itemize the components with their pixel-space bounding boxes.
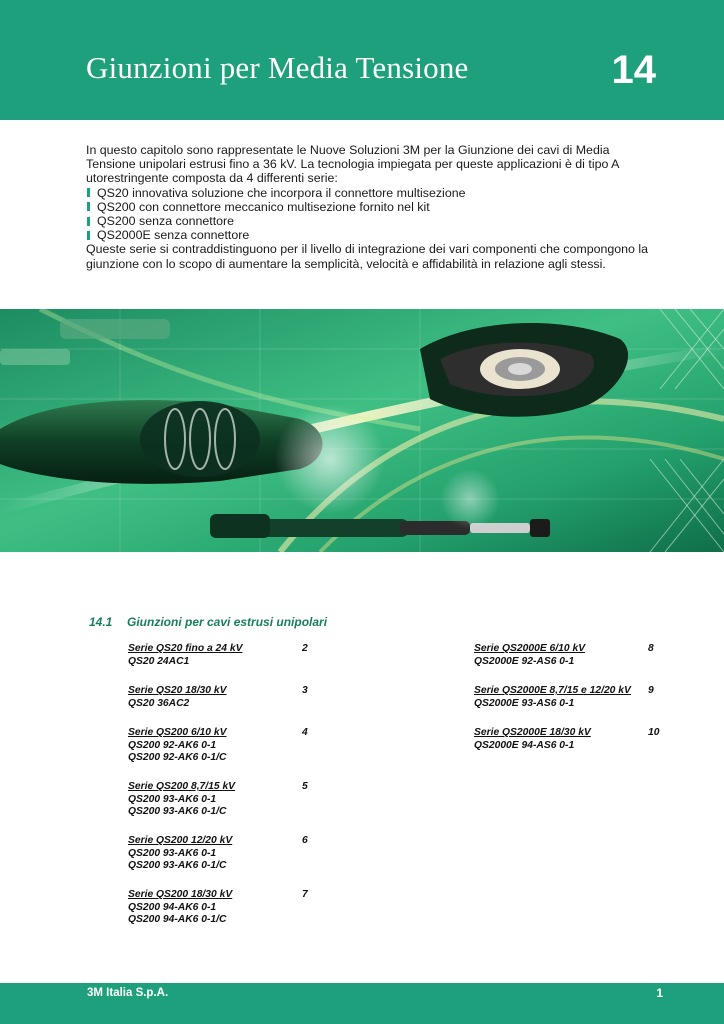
toc-entry-code: QS200 93-AK6 0-1/C [128,860,227,871]
toc-entry-name[interactable]: Serie QS2000E 8,7/15 e 12/20 kV [474,685,631,696]
toc-page-number: 8 [648,643,654,654]
cable-joint-photo [0,309,724,552]
toc-entry-code: QS200 94-AK6 0-1 [128,901,217,913]
cable-joint-illustration [0,309,724,552]
chapter-header [0,0,724,120]
toc-entry-code: QS200 92-AK6 0-1 [128,739,217,751]
bullet-marker-icon [87,217,90,226]
bullet-marker-icon [87,188,90,197]
bullet-item [86,228,656,242]
toc-entry-code: QS20 24AC1 [128,655,190,667]
toc-entry[interactable] [128,685,226,710]
toc-page-number: 7 [302,889,308,900]
chapter-number: 14 [611,48,656,92]
toc-page-number: 6 [302,835,308,846]
toc-entry-name[interactable]: Serie QS20 18/30 kV [128,685,227,696]
toc-entry-name[interactable]: Serie QS200 12/20 kV [128,835,233,846]
toc-entry-code: QS200 93-AK6 0-1 [128,793,217,805]
page-title: Giunzioni per Media Tensione [86,50,469,85]
footer-company: 3M Italia S.p.A. [87,987,169,999]
toc-entry-code: QS200 93-AK6 0-1/C [128,806,227,817]
toc-entry-name[interactable]: Serie QS2000E 6/10 kV [474,643,586,654]
bullet-text: QS200 senza connettore [97,214,235,229]
toc-entry-name[interactable]: Serie QS200 6/10 kV [128,727,227,738]
toc-page-number: 5 [302,781,308,792]
bullet-marker-icon [87,231,90,240]
bullet-text: QS2000E senza connettore [97,228,250,243]
toc-page-number: 2 [302,643,308,654]
toc-entry-code: QS20 36AC2 [128,697,190,709]
bullet-marker-icon [87,202,90,211]
section-title: Giunzioni per cavi estrusi unipolari [127,615,328,629]
toc-entry[interactable] [474,727,591,752]
toc-entry-code: QS200 94-AK6 0-1/C [128,914,227,925]
toc-entry-name[interactable]: Serie QS20 fino a 24 kV [128,643,243,654]
intro-paragraph-2: Queste serie si contraddistinguono per il livello di integrazione dei vari componenti che compongono la giunzione con lo scopo di aumentare la semplicità, velocità e affidabilità in relazione agli stessi. [86,242,649,271]
toc-entry[interactable] [128,643,242,668]
toc-page-number: 3 [302,685,308,696]
intro-text [86,143,656,271]
toc-entry-code: QS2000E 92-AS6 0-1 [474,655,575,667]
toc-entry[interactable] [128,781,235,819]
intro-paragraph-1: In questo capitolo sono rappresentate le Nuove Soluzioni 3M per la Giunzione dei cavi di Media Tensione unipolari estrusi fino a 36 kV. La tecnologia impiegata per queste applicazioni è di tipo A utorestringente composta da 4 differenti serie: [86,143,619,186]
toc-entry-code: QS2000E 93-AS6 0-1 [474,697,575,709]
toc-entry-code: QS200 93-AK6 0-1 [128,847,217,859]
toc-entry-name[interactable]: Serie QS2000E 18/30 kV [474,727,591,738]
bullet-item [86,200,656,214]
toc-entry[interactable] [474,643,585,668]
bullet-text: QS200 con connettore meccanico multisezione fornito nel kit [97,199,430,214]
toc-entry[interactable] [128,889,232,927]
footer-page-number: 1 [656,986,663,1000]
toc-entry[interactable] [474,685,631,710]
toc-entry[interactable] [128,835,232,873]
toc-entry-name[interactable]: Serie QS200 8,7/15 kV [128,781,236,792]
page-footer [0,983,724,1024]
toc-entry-code: QS2000E 94-AS6 0-1 [474,739,575,751]
toc-page-number: 4 [302,727,308,738]
toc-entry-code: QS200 92-AK6 0-1/C [128,752,227,763]
toc-page-number: 9 [648,685,654,696]
bullet-text: QS20 innovativa soluzione che incorpora il connettore multisezione [97,185,466,200]
section-heading [89,615,327,629]
toc-page-number: 10 [648,727,660,738]
toc-entry-name[interactable]: Serie QS200 18/30 kV [128,889,233,900]
bullet-item [86,186,656,200]
bullet-item [86,214,656,228]
toc-entry[interactable] [128,727,226,765]
section-number: 14.1 [89,615,113,629]
